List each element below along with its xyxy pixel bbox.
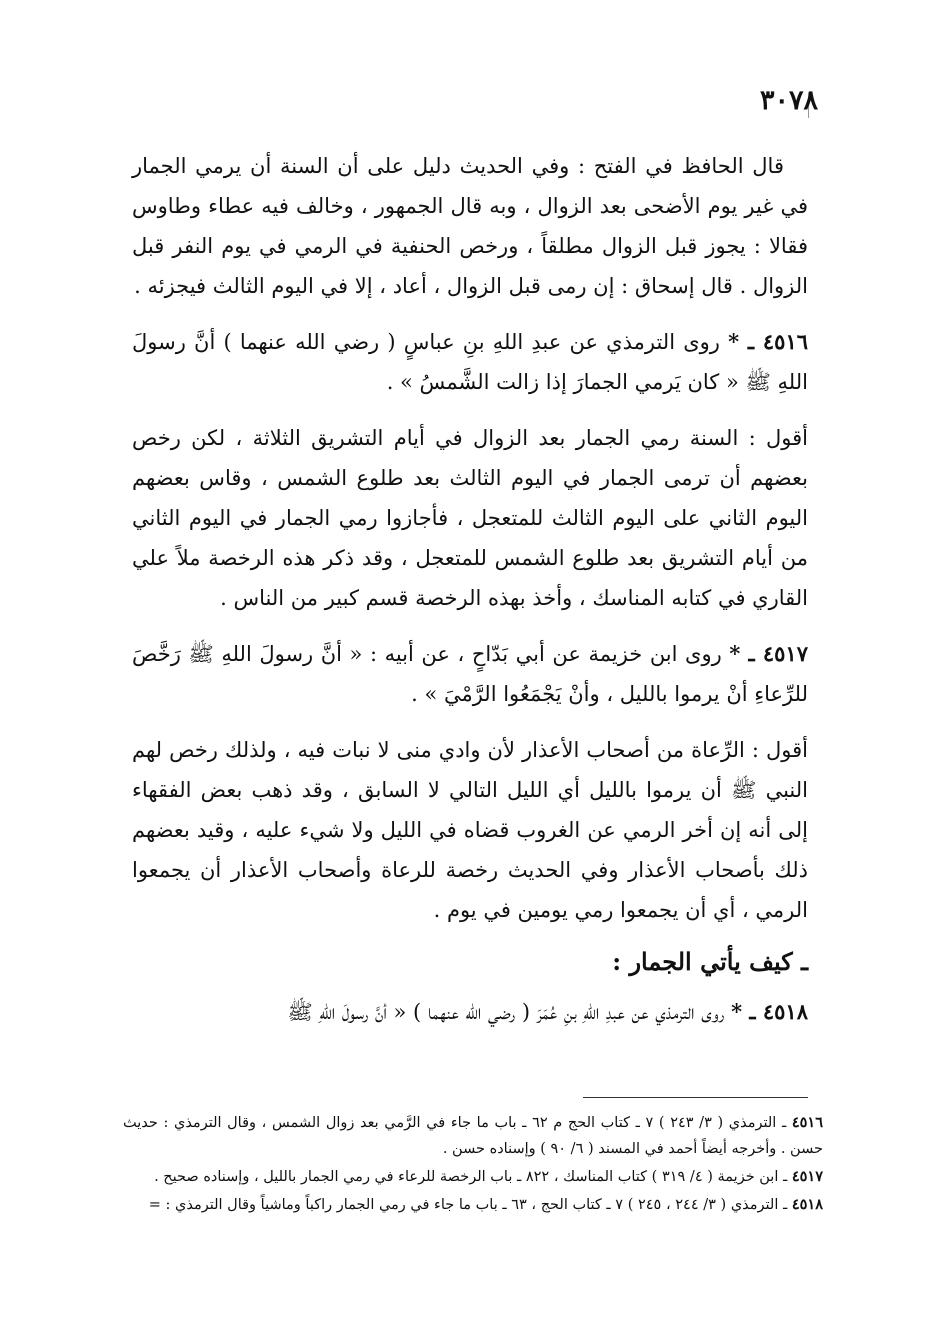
- paragraph-text: أقول : الرِّعاة من أصحاب الأعذار لأن وادي منى لا نبات فيه ، ولذلك رخص لهم النبي ﷺ أن يرموا بالليل أي الليل التالي لا السابق ، وقد ذهب بعض الفقهاء إلى أنه إن أخر الرمي عن الغروب قضاه في الليل ولا شيء عليه ، وقيد بعضهم ذلك بأصحاب الأعذار وفي الحديث رخصة للرعاة وأصحاب الأعذار أن يجمعوا الرمي ، أي أن يجمعوا رمي يومين في يوم .: [132, 738, 808, 922]
- hadith-text: روى الترمذي عن عبدِ اللهِ بنِ عباسٍ ( رضي الله عنهما ) أنَّ رسولَ اللهِ ﷺ « كان يَرمي الجمارَ إذا زالت الشَّمسُ » .: [132, 330, 808, 394]
- footnote: [123, 1164, 823, 1190]
- page-number: ٣٠٧٨: [759, 85, 818, 116]
- footnote-text: ـ ابن خزيمة ( ٤/ ٣١٩ ) كتاب المناسك ، ٨٢٢ ـ باب الرخصة للرعاء في رمي الجمار بالليل ، وإسناده صحيح .: [154, 1169, 788, 1185]
- main-text: [132, 146, 808, 1032]
- hadith-paragraph: [132, 322, 808, 402]
- footnotes: [123, 1110, 823, 1218]
- commentary-paragraph: [132, 730, 808, 930]
- footnote-separator: [583, 1097, 808, 1098]
- hadith-text: روى الترمذي عن عبدِ اللهِ بنِ عُمَرَ ( رضي الله عنهما ) « أنَّ رسولَ اللهِ ﷺ: [287, 1000, 725, 1024]
- footnote-number: ٤٥١٧: [791, 1168, 823, 1185]
- paragraph-text: قال الحافظ في الفتح : وفي الحديث دليل على أن السنة أن يرمي الجمار في غير يوم الأضحى بعد الزوال ، وبه قال الجمهور ، وخالف فيه عطاء وطاوس فقالا : يجوز قبل الزوال مطلقاً ، ورخص الحنفية في الرمي في يوم النفر قبل الزوال . قال إسحاق : إن رمى قبل الزوال ، أعاد ، إلا في اليوم الثالث فيجزئه .: [132, 154, 808, 298]
- hadith-number: ٤٥١٦ ـ *: [728, 329, 809, 354]
- hadith-number: ٤٥١٨ ـ *: [731, 999, 808, 1024]
- hadith-number: ٤٥١٧ ـ *: [729, 641, 808, 666]
- footnote-number: ٤٥١٨: [791, 1196, 823, 1213]
- footnote-text: ـ الترمذي ( ٣/ ٢٤٣ ) ٧ ـ كتاب الحج م ٦٢ ـ باب ما جاء في الرَّمي بعد زوال الشمس ، وقال الترمذي : حديث حسن . وأخرجه أيضاً أحمد في المسند ( ٦/ ٩٠ ) وإسناده حسن .: [123, 1115, 823, 1157]
- section-heading: ـ كيف يأتي الجمار :: [612, 947, 808, 976]
- footnote-text: ـ الترمذي ( ٣/ ٢٤٤ ، ٢٤٥ ) ٧ ـ كتاب الحج ، ٦٣ ـ باب ما جاء في رمي الجمار راكباً وماشياً وقال الترمذي : =: [148, 1197, 788, 1213]
- hadith-paragraph: [132, 992, 808, 1032]
- footnote: [123, 1110, 823, 1162]
- footnote-number: ٤٥١٦: [791, 1114, 823, 1131]
- footnote: [123, 1192, 823, 1218]
- hadith-paragraph: [132, 634, 808, 714]
- commentary-paragraph: [132, 418, 808, 618]
- hadith-text: روى ابن خزيمة عن أبي بَدّاحٍ ، عن أبيه : « أنَّ رسولَ اللهِ ﷺ رَخَّصَ للرِّعاءِ أنْ يرموا بالليل ، وأنْ يَجْمَعُوا الرَّمْيَ » .: [132, 642, 808, 706]
- paragraph-text: أقول : السنة رمي الجمار بعد الزوال في أيام التشريق الثلاثة ، لكن رخص بعضهم أن ترمى الجمار في اليوم الثالث بعد طلوع الشمس ، وقاس بعضهم اليوم الثاني على اليوم الثالث للمتعجل ، فأجازوا رمي الجمار في اليوم الثاني من أيام التشريق بعد طلوع الشمس للمتعجل ، وقد ذكر هذه الرخصة ملاً علي القاري في كتابه المناسك ، وأخذ بهذه الرخصة قسم كبير من الناس .: [132, 426, 808, 610]
- commentary-paragraph: [132, 146, 808, 306]
